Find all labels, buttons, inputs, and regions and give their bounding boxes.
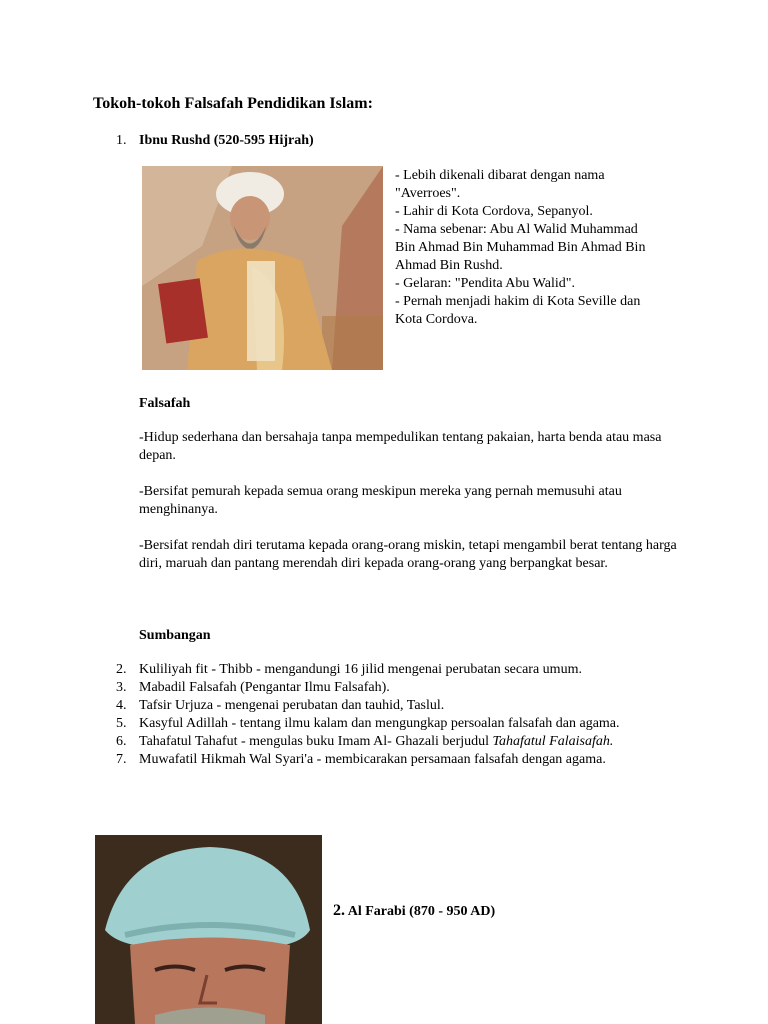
list-item	[116, 661, 736, 679]
list-text-italic: Tahafatul Falaisafah.	[492, 734, 614, 749]
bio-line: Kota Cordova.	[395, 312, 478, 327]
bio-line: Bin Ahmad Bin Muhammad Bin Ahmad Bin	[395, 240, 646, 255]
section-2-number: 2.	[333, 902, 345, 919]
bio-line: - Lahir di Kota Cordova, Sepanyol.	[395, 204, 593, 219]
al-farabi-portrait	[95, 835, 322, 1024]
bio-line: - Gelaran: "Pendita Abu Walid".	[395, 276, 575, 291]
list-item	[116, 751, 736, 769]
list-text: Muwafatil Hikmah Wal Syari'a - membicarakan persamaan falsafah dengan agama.	[139, 752, 606, 767]
bio-line: - Pernah menjadi hakim di Kota Seville dan	[395, 294, 641, 309]
al-farabi-illustration	[95, 835, 322, 1024]
list-text: Mabadil Falsafah (Pengantar Ilmu Falsafah).	[139, 680, 390, 695]
sumbangan-heading: Sumbangan	[139, 628, 211, 643]
bio-line: - Nama sebenar: Abu Al Walid Muhammad	[395, 222, 638, 237]
list-number: 3.	[116, 680, 127, 695]
bio-line: Ahmad Bin Rushd.	[395, 258, 503, 273]
list-text: Tahafatul Tahafut - mengulas buku Imam Al- Ghazali berjudul	[139, 734, 493, 749]
list-item	[116, 715, 736, 733]
falsafah-paragraph: -Bersifat rendah diri terutama kepada orang-orang miskin, tetapi mengambil berat tentang harga diri, maruah dan pantang merendah diri kepada orang-orang yang berpangkat besar.	[139, 538, 677, 571]
list-text: Kasyful Adillah - tentang ilmu kalam dan mengungkap persoalan falsafah dan agama.	[139, 716, 620, 731]
list-text: Tafsir Urjuza - mengenai perubatan dan tauhid, Taslul.	[139, 698, 445, 713]
page-title: Tokoh-tokoh Falsafah Pendidikan Islam:	[93, 95, 373, 112]
section-1-number: 1.	[116, 133, 127, 148]
list-item	[116, 733, 736, 751]
list-number: 5.	[116, 716, 127, 731]
list-item	[116, 697, 736, 715]
falsafah-heading: Falsafah	[139, 396, 191, 411]
section-2-heading	[333, 902, 495, 921]
list-text: Kuliliyah fit - Thibb - mengandungi 16 jilid mengenai perubatan secara umum.	[139, 662, 582, 677]
list-number: 2.	[116, 662, 127, 677]
ibnu-rushd-illustration	[142, 166, 383, 370]
falsafah-paragraph: -Bersifat pemurah kepada semua orang meskipun mereka yang pernah memusuhi atau menghinanya.	[139, 484, 622, 517]
ibnu-rushd-bio	[395, 167, 695, 329]
section-2-title: Al Farabi (870 - 950 AD)	[347, 904, 496, 919]
falsafah-paragraph: -Hidup sederhana dan bersahaja tanpa mempedulikan tentang pakaian, harta benda atau masa depan.	[139, 430, 662, 463]
contributions-list	[116, 661, 736, 769]
list-item	[116, 679, 736, 697]
list-number: 7.	[116, 752, 127, 767]
bio-line: - Lebih dikenali dibarat dengan nama	[395, 168, 605, 183]
section-1-title: Ibnu Rushd (520-595 Hijrah)	[139, 133, 314, 148]
bio-line: "Averroes".	[395, 186, 461, 201]
section-1-heading	[116, 132, 314, 150]
list-number: 6.	[116, 734, 127, 749]
list-number: 4.	[116, 698, 127, 713]
ibnu-rushd-portrait	[142, 166, 383, 370]
